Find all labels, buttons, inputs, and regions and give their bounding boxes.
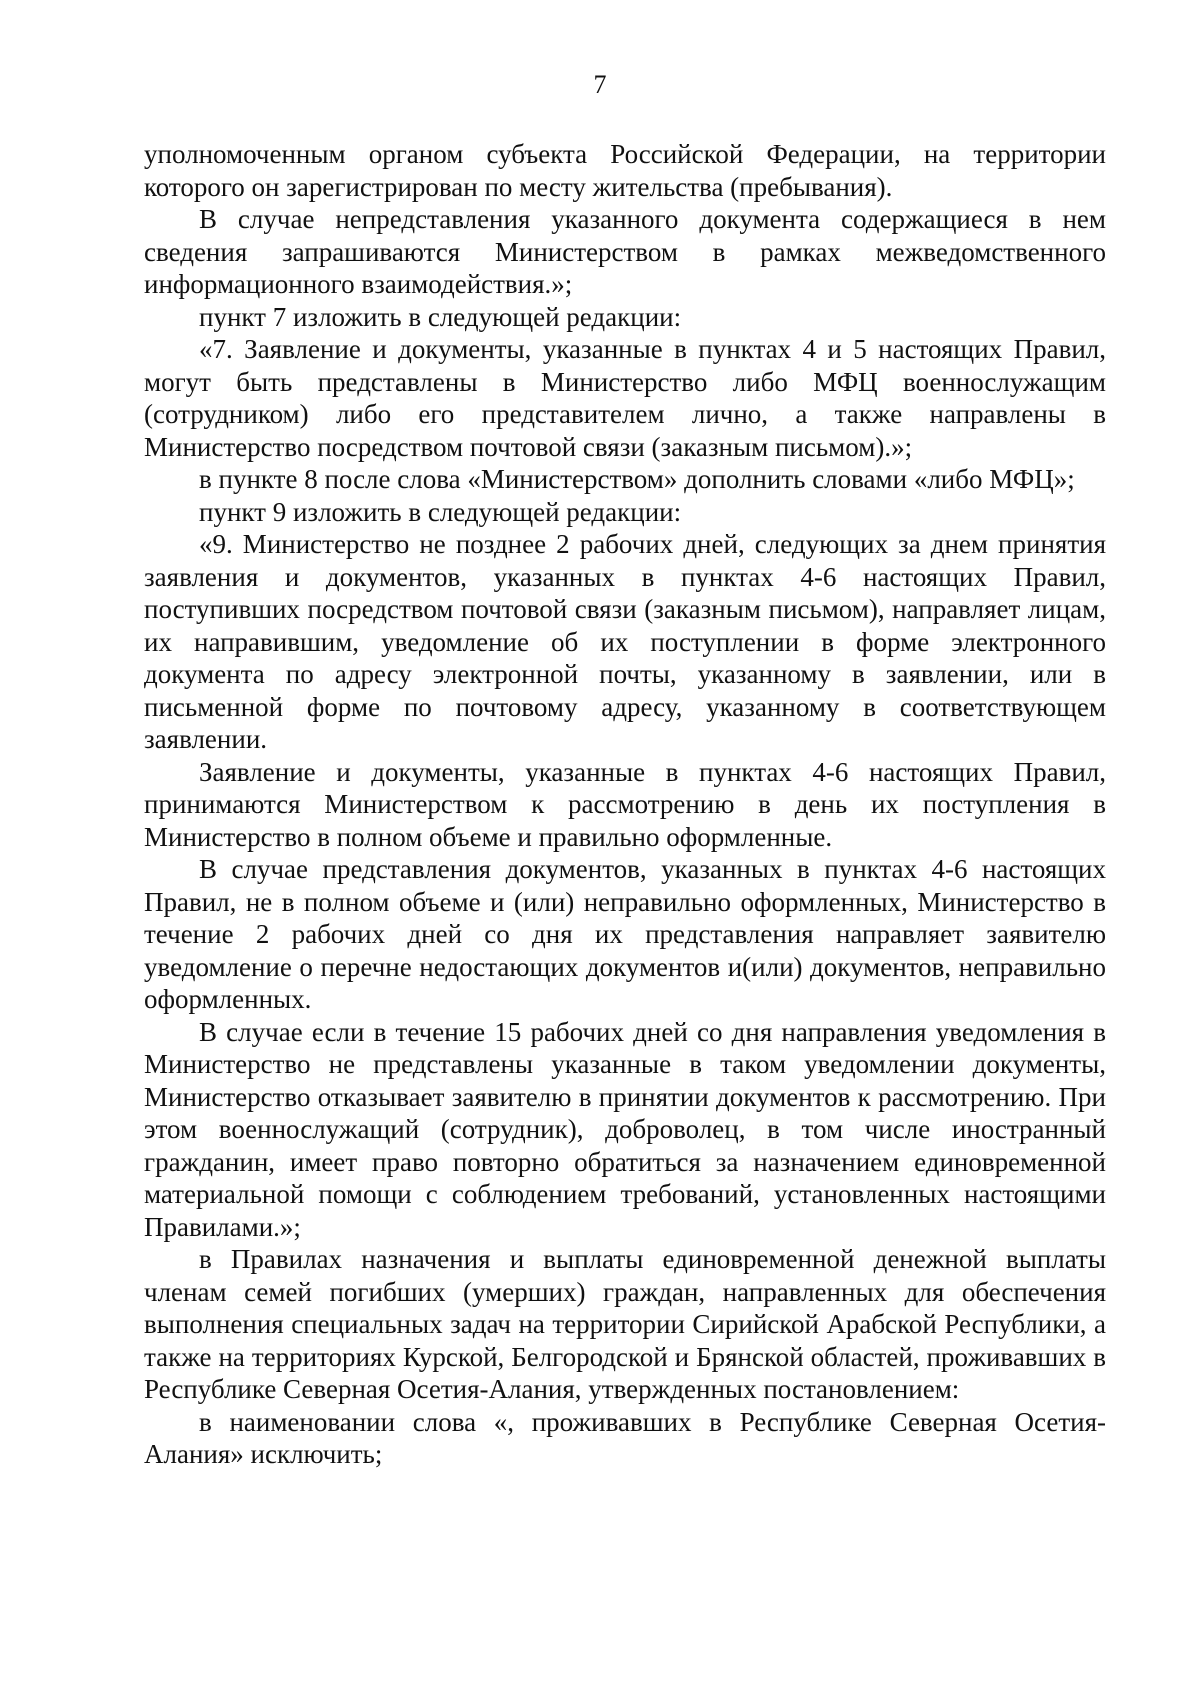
paragraph: В случае если в течение 15 рабочих дней со дня направления уведомления в Министерство не представлены указанные в таком уведомлении документы, Министерство отказывает заявителю в принятии документов к рассмотрению. При этом военнослужащий (сотрудник), доброволец, в том числе иностранный гражданин, имеет право повторно обратиться за назначением единовременной материальной помощи с соблюдением требований, установленных настоящими Правилами.»; [144,1016,1106,1242]
paragraph: пункт 7 изложить в следующей редакции: [199,301,682,332]
paragraph: в Правилах назначения и выплаты единовременной денежной выплаты членам семей погибших (умерших) граждан, направленных для обеспечения выполнения специальных задач на территории Сирийской Арабской Республики, а также на территориях Курской, Белгородской и Брянской областей, проживавших в Республике Северная Осетия-Алания, утвержденных постановлением: [144,1244,1106,1404]
paragraph: «7. Заявление и документы, указанные в пунктах 4 и 5 настоящих Правил, могут быть представлены в Министерство либо МФЦ военнослужащим (сотрудником) либо его представителем лично, а также направлены в Министерство посредством почтовой связи (заказным письмом).»; [144,334,1106,462]
paragraph: В случае непредставления указанного документа содержащиеся в нем сведения запрашиваются Министерством в рамках межведомственного информационного взаимодействия.»; [144,204,1106,299]
paragraph: «9. Министерство не позднее 2 рабочих дней, следующих за днем принятия заявления и документов, указанных в пунктах 4-6 настоящих Правил, поступивших посредством почтовой связи (заказным письмом), направляет лицам, их направившим, уведомление об их поступлении в форме электронного документа по адресу электронной почты, указанному в заявлении, или в письменной форме по почтовому адресу, указанному в соответствующем заявлении. [144,529,1106,754]
paragraph: в наименовании слова «, проживавших в Республике Северная Осетия-Алания» исключить; [144,1406,1106,1469]
paragraph: Заявление и документы, указанные в пунктах 4-6 настоящих Правил, принимаются Министерством к рассмотрению в день их поступления в Министерство в полном объеме и правильно оформленные. [144,756,1106,852]
paragraph: в пункте 8 после слова «Министерством» дополнить словами «либо МФЦ»; [199,464,1075,494]
page-number: 7 [593,70,607,99]
paragraph: пункт 9 изложить в следующей редакции: [199,496,682,527]
paragraph: уполномоченным органом субъекта Российской Федерации, на территории которого он зарегистрирован по месту жительства (пребывания). [144,139,1106,202]
paragraph: В случае представления документов, указанных в пунктах 4-6 настоящих Правил, не в полном объеме и (или) неправильно оформленных, Министерство в течение 2 рабочих дней со дня их представления направляет заявителю уведомление о перечне недостающих документов и(или) документов, неправильно оформленных. [144,854,1106,1014]
document-body [144,138,1106,1471]
